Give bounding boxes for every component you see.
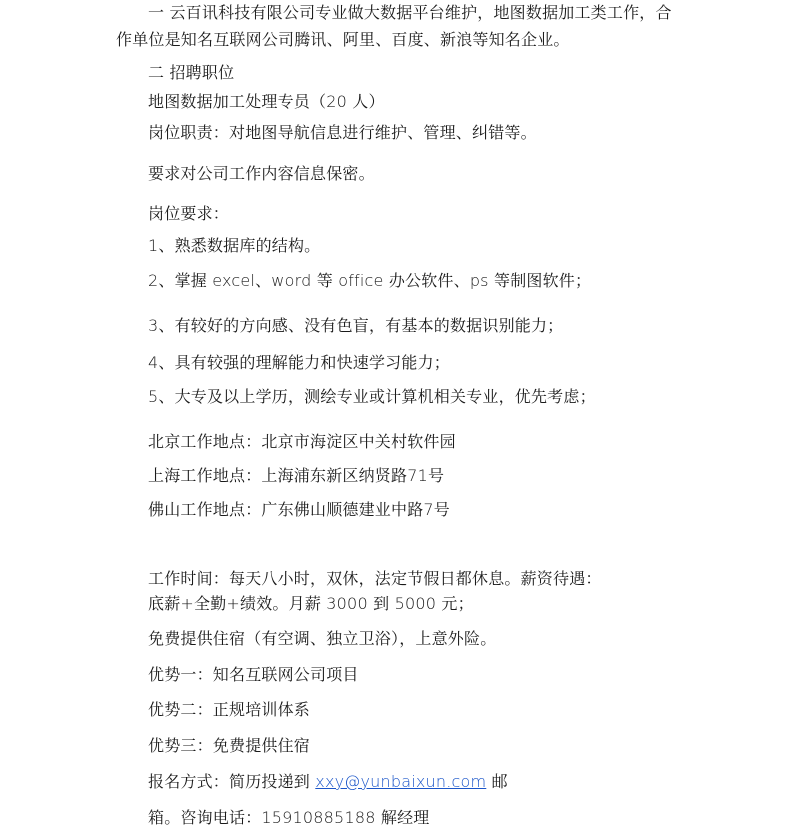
position-duty: 岗位职责：对地图导航信息进行维护、管理、纠错等。 [148,123,537,142]
intro-line-2: 作单位是知名互联网公司腾讯、阿里、百度、新浪等知名企业。 [116,30,570,49]
location-beijing: 北京工作地点：北京市海淀区中关村软件园 [148,432,456,451]
requirement-item: 3、有较好的方向感、没有色盲，有基本的数据识别能力； [148,316,564,335]
location-foshan: 佛山工作地点：广东佛山顺德建业中路7号 [148,500,450,519]
contact-prefix: 报名方式：简历投递到 [148,772,316,791]
work-hours-line-1: 工作时间：每天八小时，双休，法定节假日都休息。薪资待遇： [148,569,602,588]
requirement-item: 5、大专及以上学历，测绘专业或计算机相关专业，优先考虑； [148,387,596,406]
requirements-heading: 岗位要求： [148,204,230,223]
requirement-item: 2、掌握 excel、word 等 office 办公软件、ps 等制图软件； [148,271,592,290]
contact-line-2: 箱。咨询电话：15910885188 解经理 [148,808,430,827]
email-link[interactable]: xxy@yunbaixun.com [315,772,487,791]
contact-line-1 [148,771,508,793]
advantage-item: 优势二：正规培训体系 [148,700,311,719]
location-shanghai: 上海工作地点：上海浦东新区纳贤路71号 [148,466,445,485]
confidentiality-note: 要求对公司工作内容信息保密。 [148,164,375,183]
requirement-item: 4、具有较强的理解能力和快速学习能力； [148,353,450,372]
advantage-item: 优势一：知名互联网公司项目 [148,665,359,684]
position-title: 地图数据加工处理专员（20 人） [148,92,385,111]
position-heading: 二 招聘职位 [148,63,235,82]
requirement-item: 1、熟悉数据库的结构。 [148,236,321,255]
intro-line-1: 一 云百讯科技有限公司专业做大数据平台维护，地图数据加工类工作，合 [148,3,672,22]
housing-insurance: 免费提供住宿（有空调、独立卫浴），上意外险。 [148,629,497,648]
work-hours-line-2: 底薪+全勤+绩效。月薪 3000 到 5000 元； [148,594,474,613]
contact-suffix: 邮 [486,772,508,791]
advantage-item: 优势三：免费提供住宿 [148,736,311,755]
